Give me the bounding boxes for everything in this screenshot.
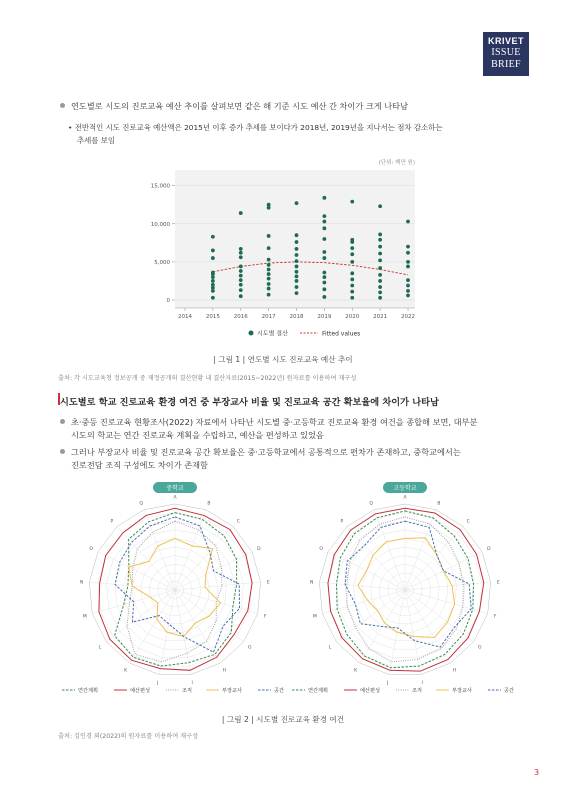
data-point — [239, 288, 243, 292]
data-point — [350, 260, 354, 264]
data-point — [267, 258, 271, 262]
data-point — [378, 204, 382, 208]
data-point — [322, 295, 326, 299]
radar-axis-label: J — [387, 681, 389, 687]
data-point — [378, 279, 382, 283]
legend-label: 예산편성 — [130, 688, 151, 694]
data-point — [267, 203, 271, 207]
radar-axis-label: Q — [369, 501, 373, 507]
radar-axis-label: Q — [139, 501, 143, 507]
legend-label: 연간계획 — [308, 688, 329, 694]
data-point — [211, 271, 215, 275]
radar-axis-label: I — [191, 681, 193, 687]
radar-title-text: 중학교 — [166, 485, 184, 492]
data-point — [211, 283, 215, 287]
radar-axis-label: F — [493, 614, 497, 620]
radar-series-line — [129, 538, 221, 636]
data-point — [350, 284, 354, 288]
data-point — [406, 294, 410, 298]
data-point — [378, 290, 382, 294]
data-point — [295, 285, 299, 289]
data-point — [406, 265, 410, 269]
bullet-dot — [60, 103, 65, 108]
data-point — [350, 252, 354, 256]
section1-sub-text1: 전반적인 시도 진로교육 예산액은 2015년 이후 증가 추세를 보이다가 2018년, 2019년을 지나서는 점차 감소하는 — [74, 123, 443, 132]
page-number: 3 — [534, 768, 540, 777]
radar-axis-label: O — [89, 547, 93, 553]
data-point — [406, 245, 410, 249]
data-point — [239, 247, 243, 251]
radar-spoke — [98, 552, 175, 590]
section2-bullet1-line2: 시도의 학교는 연간 진로교육 계획을 수립하고, 예산을 편성하고 있었음 — [71, 430, 324, 440]
data-point — [295, 253, 299, 257]
radar-title-text: 고등학교 — [393, 485, 417, 492]
section2-heading: 시도별로 학교 진로교육 환경 여건 중 부장교사 비율 및 진로교육 공간 확보율에 차이가 나타남 — [60, 397, 439, 408]
radar-axis-label: B — [207, 501, 211, 507]
section2-bullet1 — [60, 416, 477, 429]
data-point — [295, 291, 299, 295]
radar-axis-label: C — [236, 519, 240, 525]
data-point — [378, 266, 382, 270]
data-point — [267, 263, 271, 267]
radar-axis-label: M — [312, 614, 317, 620]
legend-label: 부장교사 — [222, 688, 243, 694]
data-point — [211, 296, 215, 300]
radar-axis-label: E — [266, 580, 270, 586]
y-tick-label: 5,000 — [154, 259, 170, 266]
data-point — [211, 256, 215, 260]
data-point — [211, 279, 215, 283]
legend-label: 예산편성 — [360, 688, 381, 694]
legend-label: 조직 — [412, 688, 423, 694]
data-point — [322, 281, 326, 285]
data-point — [378, 245, 382, 249]
radar-spoke — [175, 582, 261, 590]
legend-label: 연간계획 — [78, 688, 99, 694]
legend-marker-scatter — [249, 331, 254, 336]
data-point — [211, 235, 215, 239]
chart1-legend — [249, 330, 361, 338]
data-point — [322, 226, 326, 230]
x-tick-label: 2019 — [317, 314, 332, 320]
radar-legend — [292, 686, 514, 694]
y-tick-label: 15,000 — [150, 183, 170, 190]
radar-axis-label: N — [309, 580, 314, 586]
logo-line1: KRIVET — [487, 36, 524, 46]
legend-label: 조직 — [182, 688, 193, 694]
legend-label-scatter: 시도별 결산 — [257, 330, 288, 338]
data-point — [239, 211, 243, 215]
data-point — [350, 278, 354, 282]
radar-axis-label: K — [124, 668, 128, 674]
x-tick-label: 2018 — [289, 314, 304, 320]
data-point — [239, 255, 243, 259]
data-point — [267, 282, 271, 286]
data-point — [406, 220, 410, 224]
radar-axis-label: J — [157, 681, 159, 687]
radar-axis-label: P — [110, 519, 114, 525]
logo-line3: BRIEF — [491, 59, 521, 70]
data-point — [239, 251, 243, 255]
radar-axis-label: L — [98, 645, 102, 651]
radar-axis-label: B — [437, 501, 441, 507]
x-tick-label: 2014 — [178, 314, 192, 320]
radar-axis-label: N — [79, 580, 84, 586]
data-point — [378, 296, 382, 300]
figure2-source: 출처: 김인경 외(2022)의 원자료를 이용하여 재구성 — [58, 733, 199, 740]
bullet-dot — [60, 449, 65, 454]
section2-bullet2-line2: 진로전담 조직 구성에도 차이가 존재함 — [71, 460, 208, 470]
figure2-caption: | 그림 2 | 시도별 진로교육 환경 여건 — [221, 715, 345, 724]
data-point — [322, 271, 326, 275]
radar-spoke — [117, 526, 175, 590]
radar-axis-label: E — [496, 580, 500, 586]
figure1-source: 출처: 각 시도교육청 정보공개 중 재정공개의 결산현황 내 결산자료(2015~2022년) 원자료를 이용하여 재구성 — [58, 375, 357, 382]
radar-axis-label: P — [340, 519, 344, 525]
data-point — [350, 246, 354, 250]
data-point — [378, 238, 382, 242]
y-tick-label: 0 — [166, 298, 170, 304]
radar-axis-label: D — [487, 547, 491, 553]
data-point — [406, 260, 410, 264]
unit-note: (단위: 백만 원) — [378, 160, 415, 166]
middle-school-radar-chart — [60, 480, 290, 700]
radar-axis-label: F — [263, 614, 267, 620]
x-tick-label: 2015 — [205, 314, 220, 320]
data-point — [322, 237, 326, 241]
section2-bullet2 — [60, 446, 461, 459]
data-point — [350, 271, 354, 275]
radar-axis-label: O — [319, 547, 323, 553]
data-point — [378, 233, 382, 237]
data-point — [406, 284, 410, 288]
radar-spoke — [319, 582, 405, 590]
data-point — [295, 270, 299, 274]
data-point — [239, 283, 243, 287]
x-tick-label: 2021 — [373, 314, 388, 320]
radar-axis-label: H — [452, 668, 457, 674]
radar-spoke — [347, 526, 405, 590]
radar-axis-label: D — [257, 547, 261, 553]
budget-trend-scatter-chart — [140, 150, 430, 350]
radar-axis-label: A — [173, 495, 177, 501]
radar-spoke — [405, 582, 491, 590]
x-tick-label: 2020 — [345, 314, 360, 320]
radar-axis-label: G — [478, 645, 482, 651]
radar-axis-label: K — [354, 668, 358, 674]
radar-title — [153, 482, 197, 493]
data-point — [239, 274, 243, 278]
radar-axis-label: H — [222, 668, 227, 674]
data-point — [322, 250, 326, 254]
radar-axis-label: L — [328, 645, 332, 651]
data-point — [378, 258, 382, 262]
data-point — [295, 259, 299, 263]
legend-label: 공간 — [274, 688, 285, 694]
section1-sub-line1 — [68, 121, 442, 134]
x-tick-label: 2017 — [261, 314, 276, 320]
data-point — [267, 293, 271, 297]
data-point — [350, 296, 354, 300]
radar-axis-label: A — [403, 495, 407, 501]
data-point — [322, 287, 326, 291]
section1-sub-line2: 추세를 보임 — [77, 136, 116, 145]
logo-line2: ISSUE — [491, 47, 521, 58]
radar-legend — [62, 686, 284, 694]
figure1-caption: | 그림 1 | 연도별 시도 진로교육 예산 추이 — [213, 355, 353, 364]
data-point — [406, 251, 410, 255]
data-point — [406, 289, 410, 293]
radar-series-line — [358, 538, 455, 638]
legend-label-fitted: Fitted values — [322, 330, 361, 338]
data-point — [267, 277, 271, 281]
data-point — [295, 233, 299, 237]
data-point — [267, 287, 271, 291]
radar-axis-label: C — [466, 519, 470, 525]
data-point — [295, 265, 299, 269]
legend-label: 공간 — [504, 688, 515, 694]
data-point — [267, 268, 271, 272]
x-tick-label: 2016 — [233, 314, 248, 320]
data-point — [295, 240, 299, 244]
radar-axis-label: G — [248, 645, 252, 651]
section1-bullet — [60, 100, 408, 113]
section2-bullet1-text: 초·중등 진로교육 현황조사(2022) 자료에서 나타난 시도별 중·고등학교 진로교육 환경 여건을 종합해 보면, 대부분 — [71, 417, 478, 427]
data-point — [350, 238, 354, 242]
data-point — [322, 256, 326, 260]
data-point — [322, 220, 326, 224]
krivet-issue-brief-logo — [483, 32, 529, 76]
data-point — [295, 279, 299, 283]
data-point — [406, 278, 410, 282]
data-point — [350, 200, 354, 204]
data-point — [295, 247, 299, 251]
high-school-radar-chart — [290, 480, 520, 700]
data-point — [295, 274, 299, 278]
bullet-dot — [60, 419, 65, 424]
radar-title — [383, 482, 427, 493]
data-point — [322, 214, 326, 218]
data-point — [378, 273, 382, 277]
data-point — [239, 269, 243, 273]
legend-label: 부장교사 — [452, 688, 473, 694]
radar-axis-label: I — [421, 681, 423, 687]
section1-bullet-text: 연도별로 시도의 진로교육 예산 추이를 살펴보면 같은 해 기준 시도 예산 간 차이가 크게 나타남 — [71, 101, 408, 111]
data-point — [322, 275, 326, 279]
data-point — [211, 249, 215, 253]
data-point — [350, 290, 354, 294]
section2-bullet2-text: 그러나 부장교사 비율 및 진로교육 공간 확보율은 중·고등학교에서 공통적으로 편차가 존재하고, 중학교에서는 — [71, 447, 461, 457]
data-point — [378, 285, 382, 289]
data-point — [322, 196, 326, 200]
data-point — [267, 246, 271, 250]
data-point — [267, 234, 271, 238]
data-point — [239, 294, 243, 298]
radar-axis-label: M — [82, 614, 87, 620]
data-point — [295, 201, 299, 205]
y-tick-label: 10,000 — [150, 221, 170, 228]
sub-marker: • — [68, 123, 75, 132]
x-tick-label: 2022 — [401, 314, 415, 320]
data-point — [267, 272, 271, 276]
data-point — [239, 265, 243, 269]
radar-spoke — [106, 590, 175, 642]
data-point — [239, 278, 243, 282]
data-point — [378, 252, 382, 256]
